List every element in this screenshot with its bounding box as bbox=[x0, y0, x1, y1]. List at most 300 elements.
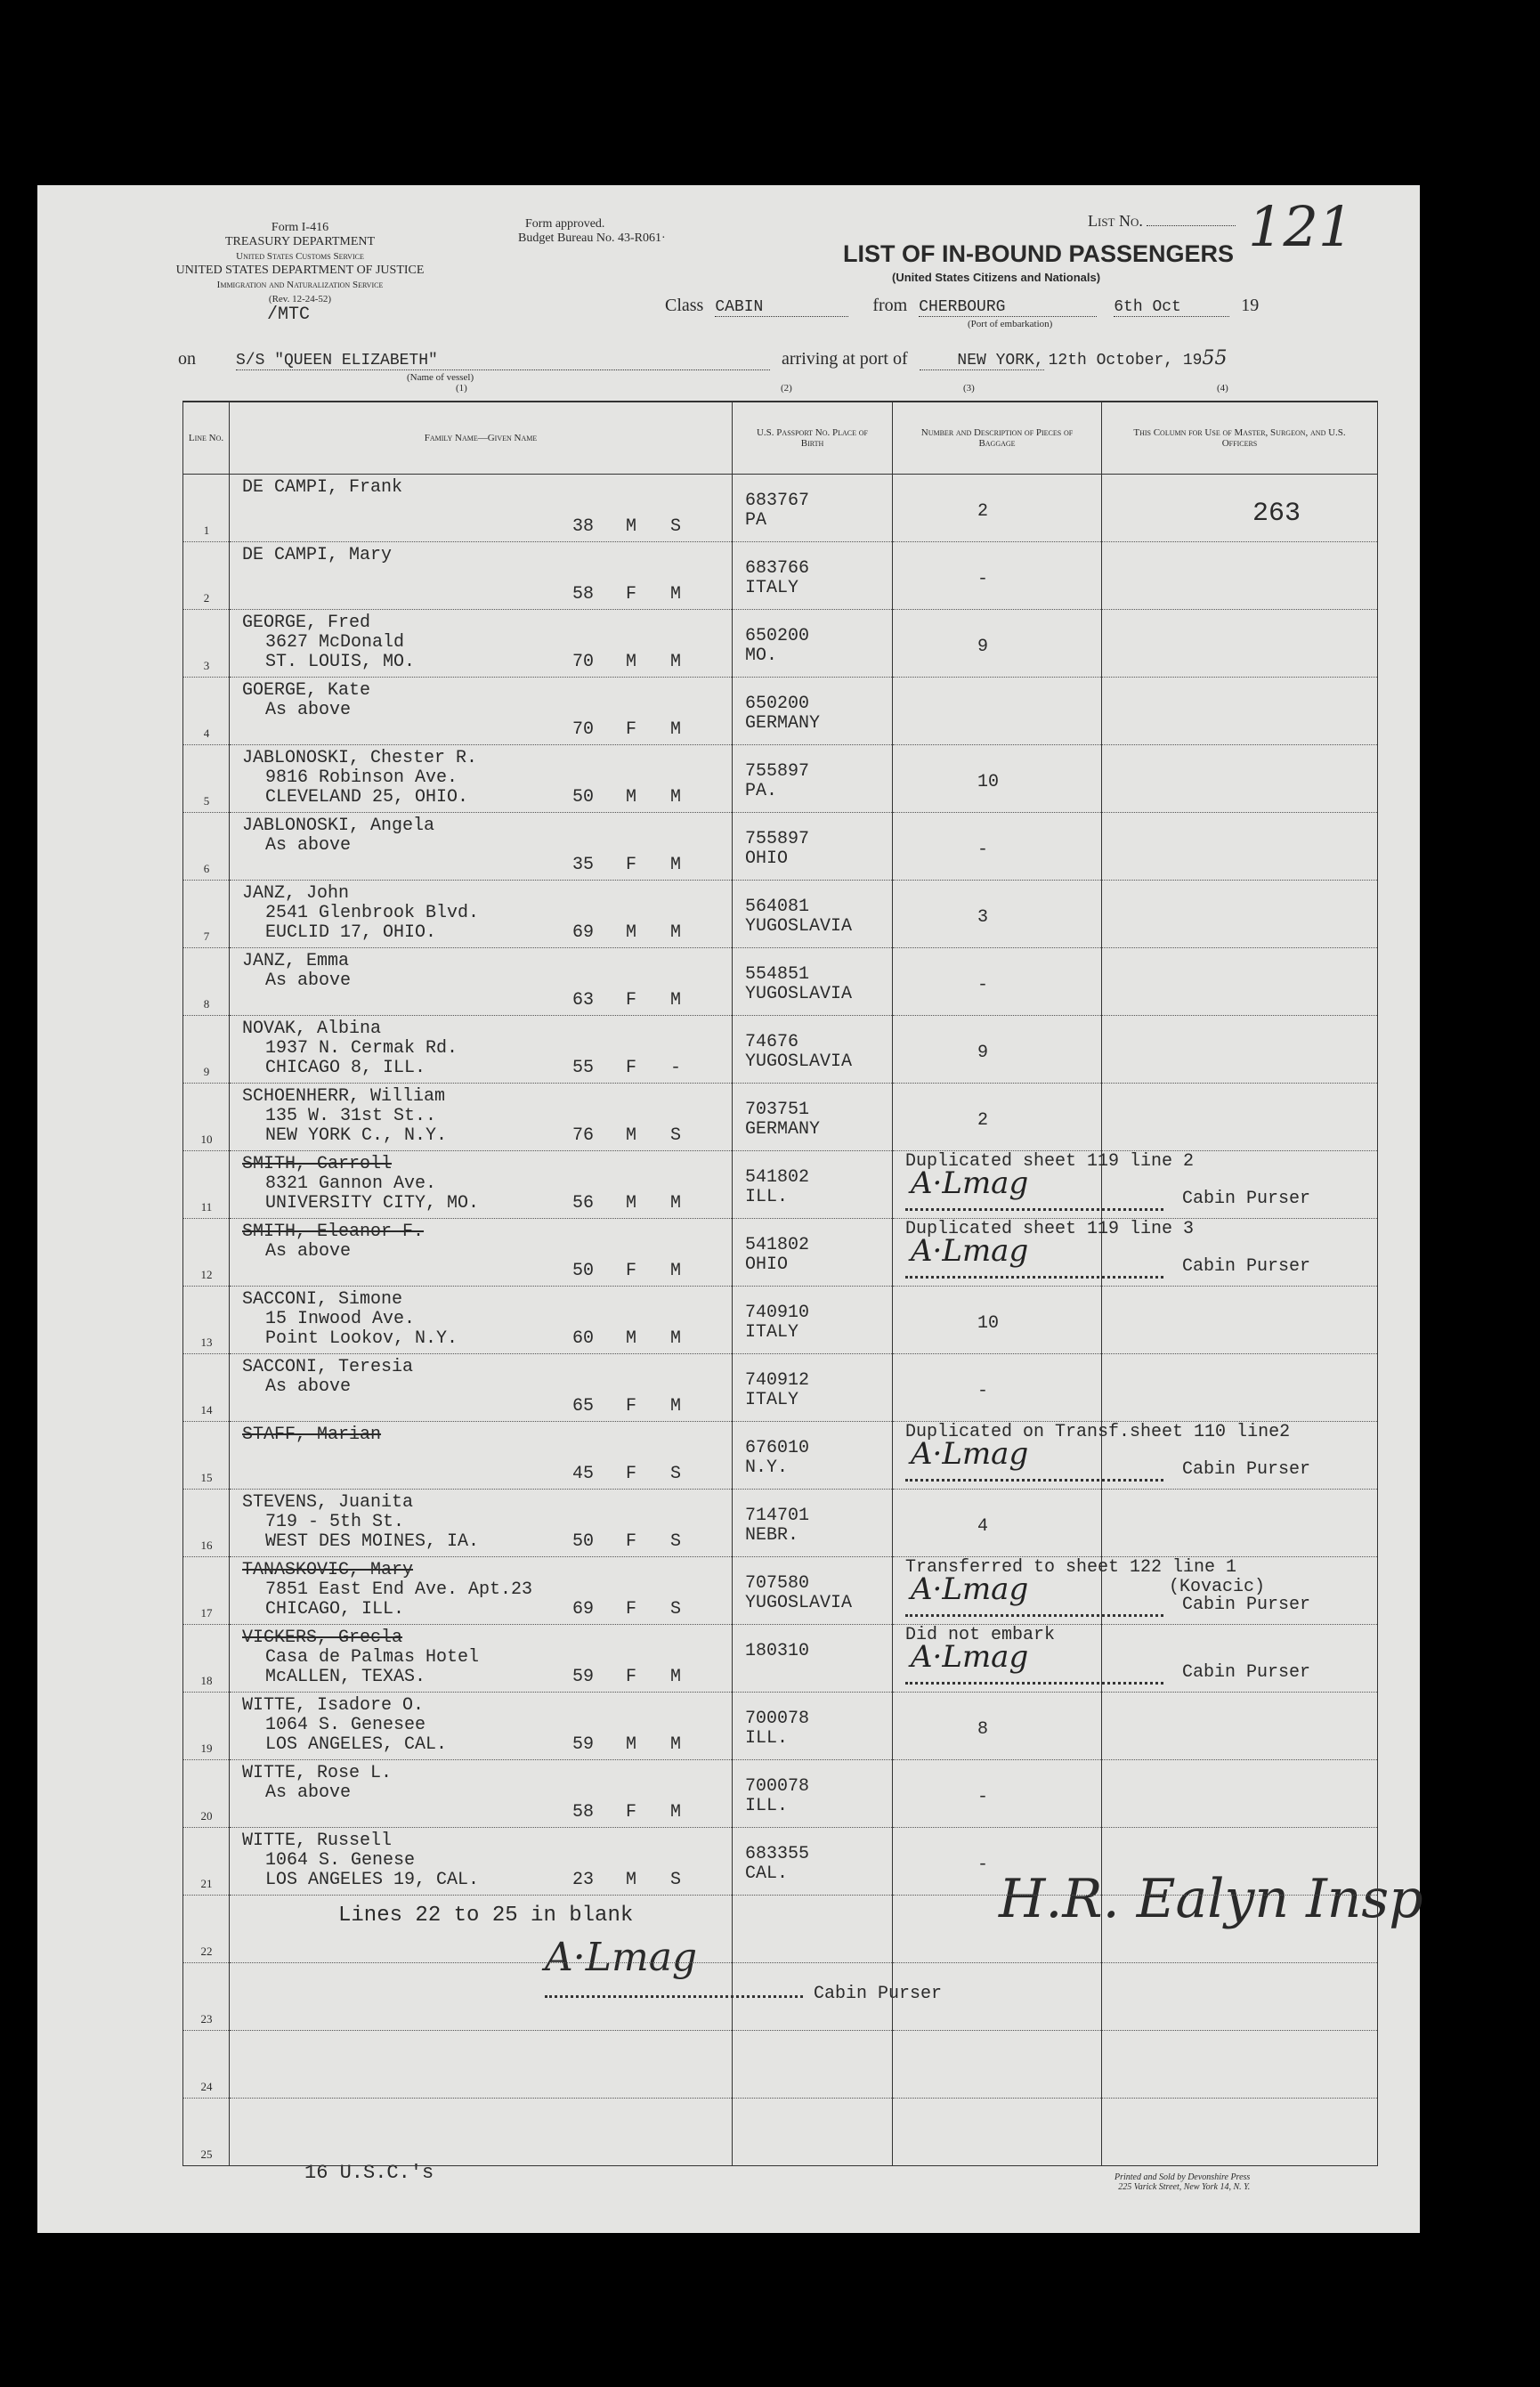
line-number: 21 bbox=[200, 1877, 213, 1890]
line-number-cell bbox=[183, 2099, 230, 2166]
purser-label: Cabin Purser bbox=[1182, 1459, 1311, 1480]
header-name: Family Name—Given Name bbox=[230, 402, 733, 475]
passenger-name: GOERGE, Kate bbox=[242, 680, 371, 701]
table-row bbox=[183, 1287, 1378, 1354]
address-line-2: LOS ANGELES 19, CAL. bbox=[265, 1870, 480, 1890]
baggage-cell bbox=[893, 1287, 1102, 1354]
passport-cell bbox=[733, 881, 893, 948]
year-prefix: 19 bbox=[1241, 296, 1260, 315]
address-line-2: UNIVERSITY CITY, MO. bbox=[265, 1193, 480, 1214]
table-row bbox=[183, 2099, 1378, 2166]
passport-cell bbox=[733, 948, 893, 1016]
address-line-1: 7851 East End Ave. Apt.23 bbox=[265, 1579, 533, 1600]
age: 60 bbox=[572, 1328, 595, 1349]
passport-number: 707580 bbox=[745, 1573, 810, 1594]
officer-cell bbox=[1102, 1016, 1378, 1084]
line-number: 22 bbox=[200, 1945, 213, 1958]
table-row bbox=[183, 1625, 1378, 1693]
table-row bbox=[183, 610, 1378, 678]
passenger-table bbox=[182, 401, 1378, 2166]
baggage-count: - bbox=[977, 840, 989, 860]
port-caption: (Port of embarkation) bbox=[968, 319, 1053, 329]
age: 63 bbox=[572, 990, 595, 1011]
purser-initials: A·Lmag bbox=[911, 1571, 1029, 1607]
officer-cell bbox=[1102, 1963, 1378, 2031]
name-cell bbox=[230, 542, 733, 610]
name-cell bbox=[230, 475, 733, 542]
baggage-count: 9 bbox=[977, 1043, 989, 1063]
address-line-1: As above bbox=[265, 835, 352, 856]
sex: F bbox=[626, 1261, 637, 1281]
customs-service: United States Customs Service bbox=[236, 251, 364, 262]
printer-line-1: Printed and Sold by Devonshire Press bbox=[1114, 2172, 1251, 2182]
age: 59 bbox=[572, 1667, 595, 1687]
name-cell bbox=[230, 1828, 733, 1896]
passport-cell bbox=[733, 745, 893, 813]
table-row bbox=[183, 1963, 1378, 2031]
name-cell bbox=[230, 1625, 733, 1693]
place-of-birth: OHIO bbox=[745, 848, 789, 869]
address-line-1: 135 W. 31st St.. bbox=[265, 1106, 437, 1126]
name-cell bbox=[230, 1693, 733, 1760]
table-row bbox=[183, 813, 1378, 881]
passport-cell bbox=[733, 1490, 893, 1557]
passport-number: 755897 bbox=[745, 761, 810, 782]
list-number-block bbox=[1088, 212, 1236, 231]
line-number: 14 bbox=[200, 1403, 213, 1417]
marital-status: M bbox=[670, 1193, 682, 1214]
passport-number: 541802 bbox=[745, 1235, 810, 1255]
footer-purser-text: Cabin Purser bbox=[814, 1984, 943, 2004]
line-number-cell bbox=[183, 1557, 230, 1625]
line-number-cell bbox=[183, 1354, 230, 1422]
place-of-birth: PA bbox=[745, 510, 767, 531]
justice-department: UNITED STATES DEPARTMENT OF JUSTICE bbox=[175, 264, 425, 277]
marital-status: S bbox=[670, 1125, 682, 1146]
line-number: 4 bbox=[203, 727, 210, 740]
address-line-2: CHICAGO 8, ILL. bbox=[265, 1058, 426, 1078]
place-of-birth: GERMANY bbox=[745, 713, 821, 734]
citizen-count: 16 U.S.C.'s bbox=[304, 2162, 434, 2184]
line-number: 3 bbox=[203, 659, 210, 672]
passport-cell bbox=[733, 1151, 893, 1219]
marital-status: M bbox=[670, 584, 682, 605]
place-of-birth: ILL. bbox=[745, 1187, 789, 1207]
class-label: Class bbox=[665, 296, 704, 315]
officer-cell bbox=[1102, 1287, 1378, 1354]
vessel-name: S/S "QUEEN ELIZABETH" bbox=[236, 352, 770, 370]
line-number-cell bbox=[183, 948, 230, 1016]
line-number-cell bbox=[183, 1896, 230, 1963]
address-line-2: ST. LOUIS, MO. bbox=[265, 652, 416, 672]
place-of-birth: MO. bbox=[745, 645, 778, 666]
officer-cell bbox=[1102, 542, 1378, 610]
passenger-name: NOVAK, Albina bbox=[242, 1019, 382, 1039]
passport-number: 740912 bbox=[745, 1370, 810, 1391]
officer-cell bbox=[1102, 948, 1378, 1016]
baggage-cell bbox=[893, 1693, 1102, 1760]
baggage-cell bbox=[893, 813, 1102, 881]
baggage-count: 8 bbox=[977, 1719, 989, 1740]
header-line-no: Line No. bbox=[183, 402, 230, 475]
marital-status: - bbox=[670, 1058, 682, 1078]
arriving-label: arriving at port of bbox=[782, 349, 908, 369]
class-line bbox=[665, 296, 1259, 317]
name-cell bbox=[230, 881, 733, 948]
column-number-1: (1) bbox=[456, 383, 467, 394]
annotation-note-2: (Kovacic) bbox=[1169, 1577, 1266, 1597]
line-number-cell bbox=[183, 1084, 230, 1151]
address-line-2: NEW YORK C., N.Y. bbox=[265, 1125, 448, 1146]
sex: M bbox=[626, 787, 637, 808]
name-cell bbox=[230, 1557, 733, 1625]
passenger-name: SMITH, Carroll bbox=[242, 1154, 393, 1174]
age: 76 bbox=[572, 1125, 595, 1146]
passport-number: 564081 bbox=[745, 897, 810, 917]
age: 58 bbox=[572, 584, 595, 605]
name-cell bbox=[230, 1760, 733, 1828]
passport-cell bbox=[733, 1963, 893, 2031]
passenger-name: GEORGE, Fred bbox=[242, 613, 371, 633]
passenger-name: DE CAMPI, Frank bbox=[242, 477, 403, 498]
line-number: 1 bbox=[203, 524, 210, 537]
officer-cell bbox=[1102, 1828, 1378, 1896]
address-line-2: CLEVELAND 25, OHIO. bbox=[265, 787, 469, 808]
blank-lines-note: Lines 22 to 25 in blank bbox=[338, 1904, 634, 1928]
passport-cell bbox=[733, 610, 893, 678]
sex: F bbox=[626, 1058, 637, 1078]
passport-cell bbox=[733, 475, 893, 542]
printer-line-2: 225 Varick Street, New York 14, N. Y. bbox=[1118, 2182, 1251, 2192]
name-cell bbox=[230, 1084, 733, 1151]
age: 70 bbox=[572, 719, 595, 740]
passport-cell bbox=[733, 1828, 893, 1896]
sex: F bbox=[626, 1667, 637, 1687]
place-of-birth: CAL. bbox=[745, 1863, 789, 1884]
marital-status: M bbox=[670, 922, 682, 943]
passport-cell bbox=[733, 813, 893, 881]
age: 56 bbox=[572, 1193, 595, 1214]
table-row bbox=[183, 1828, 1378, 1896]
arrival-date: 12th October, 19 bbox=[1048, 352, 1203, 369]
passenger-name: JANZ, John bbox=[242, 883, 350, 904]
age: 65 bbox=[572, 1396, 595, 1417]
baggage-cell bbox=[893, 1896, 1102, 1963]
baggage-count: - bbox=[977, 569, 989, 589]
address-line-1: 9816 Robinson Ave. bbox=[265, 767, 458, 788]
line-number-cell bbox=[183, 610, 230, 678]
passenger-name: JABLONOSKI, Angela bbox=[242, 816, 435, 836]
sex: F bbox=[626, 584, 637, 605]
line-number: 5 bbox=[203, 794, 210, 808]
sex: M bbox=[626, 1870, 637, 1890]
address-line-1: 15 Inwood Ave. bbox=[265, 1309, 416, 1329]
place-of-birth: OHIO bbox=[745, 1254, 789, 1275]
line-number-cell bbox=[183, 678, 230, 745]
baggage-cell bbox=[893, 745, 1102, 813]
purser-initials: A·Lmag bbox=[911, 1639, 1029, 1675]
passport-number: 650200 bbox=[745, 626, 810, 646]
arrival-port: NEW YORK, bbox=[920, 352, 1044, 370]
age: 55 bbox=[572, 1058, 595, 1078]
address-line-1: As above bbox=[265, 1782, 352, 1803]
address-line-1: 719 - 5th St. bbox=[265, 1512, 405, 1532]
officer-cell bbox=[1102, 1084, 1378, 1151]
name-cell bbox=[230, 1490, 733, 1557]
marital-status: M bbox=[670, 855, 682, 875]
passport-number: 700078 bbox=[745, 1709, 810, 1729]
table-row bbox=[183, 475, 1378, 542]
line-number-cell bbox=[183, 2031, 230, 2099]
baggage-cell bbox=[893, 2099, 1102, 2166]
sex: M bbox=[626, 1328, 637, 1349]
age: 69 bbox=[572, 922, 595, 943]
column-number-3: (3) bbox=[963, 383, 975, 394]
address-line-2: LOS ANGELES, CAL. bbox=[265, 1734, 448, 1755]
table-row bbox=[183, 1422, 1378, 1490]
marital-status: M bbox=[670, 787, 682, 808]
marital-status: M bbox=[670, 719, 682, 740]
officer-cell bbox=[1102, 1896, 1378, 1963]
baggage-count: 10 bbox=[977, 1313, 1000, 1334]
table-row bbox=[183, 1760, 1378, 1828]
name-cell bbox=[230, 948, 733, 1016]
address-line-1: As above bbox=[265, 700, 352, 720]
place-of-birth: YUGOSLAVIA bbox=[745, 1051, 853, 1072]
baggage-cell bbox=[893, 948, 1102, 1016]
address-line-1: As above bbox=[265, 1376, 352, 1397]
passport-number: 683355 bbox=[745, 1844, 810, 1864]
address-line-1: 2541 Glenbrook Blvd. bbox=[265, 903, 480, 923]
marital-status: M bbox=[670, 1802, 682, 1823]
address-line-1: 3627 McDonald bbox=[265, 632, 405, 653]
line-number: 8 bbox=[203, 997, 210, 1011]
immigration-service: Immigration and Naturalization Service bbox=[216, 280, 384, 290]
line-number-cell bbox=[183, 1963, 230, 2031]
line-number: 6 bbox=[203, 862, 210, 875]
age: 59 bbox=[572, 1734, 595, 1755]
line-number-cell bbox=[183, 542, 230, 610]
age: 50 bbox=[572, 787, 595, 808]
column-number-4: (4) bbox=[1217, 383, 1228, 394]
sex: M bbox=[626, 516, 637, 537]
officer-number: 263 bbox=[1252, 499, 1301, 529]
line-number: 9 bbox=[203, 1065, 210, 1078]
name-cell bbox=[230, 2031, 733, 2099]
baggage-count: - bbox=[977, 1855, 989, 1875]
place-of-birth: GERMANY bbox=[745, 1119, 821, 1140]
purser-signature: A·Lmag bbox=[545, 1935, 698, 1980]
officer-cell bbox=[1102, 881, 1378, 948]
line-number-cell bbox=[183, 475, 230, 542]
passenger-name: STEVENS, Juanita bbox=[242, 1492, 414, 1513]
sex: M bbox=[626, 1125, 637, 1146]
purser-initials: A·Lmag bbox=[911, 1165, 1029, 1201]
place-of-birth: ILL. bbox=[745, 1728, 789, 1749]
officer-cell bbox=[1102, 1354, 1378, 1422]
place-of-birth: ITALY bbox=[745, 1322, 799, 1343]
line-number: 19 bbox=[200, 1742, 213, 1755]
baggage-cell bbox=[893, 1151, 1195, 1219]
passport-cell bbox=[733, 1896, 893, 1963]
baggage-count: - bbox=[977, 1787, 989, 1807]
line-number-cell bbox=[183, 1287, 230, 1354]
age: 23 bbox=[572, 1870, 595, 1890]
passport-number: 755897 bbox=[745, 829, 810, 849]
purser-initials: A·Lmag bbox=[911, 1233, 1029, 1269]
line-number-cell bbox=[183, 1151, 230, 1219]
sex: M bbox=[626, 1734, 637, 1755]
name-cell bbox=[230, 1016, 733, 1084]
on-label: on bbox=[178, 349, 196, 369]
line-number-cell bbox=[183, 1693, 230, 1760]
baggage-cell bbox=[893, 1963, 1102, 2031]
passport-number: 740910 bbox=[745, 1303, 810, 1323]
passport-cell bbox=[733, 1422, 893, 1490]
passport-number: 541802 bbox=[745, 1167, 810, 1188]
annotation-note: Did not embark bbox=[905, 1625, 1056, 1645]
passenger-name: JANZ, Emma bbox=[242, 951, 350, 971]
table-row bbox=[183, 1693, 1378, 1760]
table-row bbox=[183, 948, 1378, 1016]
age: 50 bbox=[572, 1531, 595, 1552]
baggage-count: - bbox=[977, 1381, 989, 1401]
place-of-birth: YUGOSLAVIA bbox=[745, 916, 853, 937]
passport-cell bbox=[733, 1084, 893, 1151]
line-number: 25 bbox=[200, 2147, 213, 2161]
place-of-birth: NEBR. bbox=[745, 1525, 799, 1546]
table-header-row bbox=[183, 402, 1378, 475]
form-header-left bbox=[171, 221, 429, 306]
baggage-cell bbox=[893, 475, 1102, 542]
officer-cell bbox=[1102, 1490, 1378, 1557]
purser-label: Cabin Purser bbox=[1182, 1662, 1311, 1683]
passenger-name: SACCONI, Simone bbox=[242, 1289, 403, 1310]
header-passport: U.S. Passport No. Place of Birth bbox=[733, 402, 893, 475]
passport-cell bbox=[733, 1219, 893, 1287]
baggage-cell bbox=[893, 542, 1102, 610]
line-number: 23 bbox=[200, 2012, 213, 2026]
baggage-cell bbox=[893, 1354, 1102, 1422]
baggage-cell bbox=[893, 1760, 1102, 1828]
name-cell bbox=[230, 1219, 733, 1287]
annotation-note: Duplicated sheet 119 line 2 bbox=[905, 1151, 1195, 1172]
passport-cell bbox=[733, 1016, 893, 1084]
age: 35 bbox=[572, 855, 595, 875]
officer-cell bbox=[1102, 745, 1378, 813]
line-number: 16 bbox=[200, 1539, 213, 1552]
sex: M bbox=[626, 922, 637, 943]
passenger-name: WITTE, Isadore O. bbox=[242, 1695, 425, 1716]
marital-status: M bbox=[670, 1734, 682, 1755]
place-of-birth: ITALY bbox=[745, 1390, 799, 1410]
annotation-note: Duplicated on Transf.sheet 110 line2 bbox=[905, 1422, 1291, 1442]
officer-cell bbox=[1102, 610, 1378, 678]
line-number: 10 bbox=[200, 1133, 213, 1146]
annotation-note: Transferred to sheet 122 line 1 bbox=[905, 1557, 1237, 1578]
list-no-label: List No. bbox=[1088, 212, 1143, 230]
passenger-name: SCHOENHERR, William bbox=[242, 1086, 446, 1107]
passenger-name: WITTE, Russell bbox=[242, 1831, 393, 1851]
baggage-count: 2 bbox=[977, 501, 989, 522]
baggage-count: 4 bbox=[977, 1516, 989, 1537]
passport-number: 180310 bbox=[745, 1641, 810, 1661]
annotation-note: Duplicated sheet 119 line 3 bbox=[905, 1219, 1195, 1239]
table-row bbox=[183, 542, 1378, 610]
line-number-cell bbox=[183, 745, 230, 813]
address-line-1: Casa de Palmas Hotel bbox=[265, 1647, 480, 1668]
line-number: 2 bbox=[203, 591, 210, 605]
baggage-cell bbox=[893, 678, 1102, 745]
age: 58 bbox=[572, 1802, 595, 1823]
officer-cell bbox=[1102, 1693, 1378, 1760]
passenger-name: WITTE, Rose L. bbox=[242, 1763, 393, 1783]
baggage-cell bbox=[893, 610, 1102, 678]
passport-number: 554851 bbox=[745, 964, 810, 985]
officer-cell bbox=[1102, 813, 1378, 881]
address-line-2: McALLEN, TEXAS. bbox=[265, 1667, 426, 1687]
table-row bbox=[183, 2031, 1378, 2099]
form-approval bbox=[518, 217, 666, 246]
baggage-cell bbox=[893, 1219, 1195, 1287]
line-number-cell bbox=[183, 1219, 230, 1287]
passenger-name: SACCONI, Teresia bbox=[242, 1357, 414, 1377]
line-number: 12 bbox=[200, 1268, 213, 1281]
table-row bbox=[183, 1354, 1378, 1422]
table-row bbox=[183, 678, 1378, 745]
baggage-count: 10 bbox=[977, 772, 1000, 792]
address-line-1: As above bbox=[265, 970, 352, 991]
list-number-handwritten: 121 bbox=[1248, 194, 1354, 259]
form-number: Form I-416 bbox=[271, 221, 329, 234]
address-line-1: 1937 N. Cermak Rd. bbox=[265, 1038, 458, 1059]
table-row bbox=[183, 1557, 1378, 1625]
passport-number: 683766 bbox=[745, 558, 810, 579]
passport-cell bbox=[733, 1287, 893, 1354]
table-row bbox=[183, 1896, 1378, 1963]
passport-cell bbox=[733, 1693, 893, 1760]
name-cell bbox=[230, 1354, 733, 1422]
place-of-birth: ITALY bbox=[745, 578, 799, 598]
line-number: 15 bbox=[200, 1471, 213, 1484]
name-cell bbox=[230, 1896, 733, 1963]
officer-cell bbox=[1102, 678, 1378, 745]
address-line-2: WEST DES MOINES, IA. bbox=[265, 1531, 480, 1552]
address-line-2: Point Lookov, N.Y. bbox=[265, 1328, 458, 1349]
arrival-year: 55 bbox=[1202, 347, 1228, 369]
line-number-cell bbox=[183, 1828, 230, 1896]
age: 69 bbox=[572, 1599, 595, 1620]
name-cell bbox=[230, 1422, 733, 1490]
address-line-2: EUCLID 17, OHIO. bbox=[265, 922, 437, 943]
line-number-cell bbox=[183, 1016, 230, 1084]
baggage-cell bbox=[893, 1828, 1102, 1896]
purser-label: Cabin Purser bbox=[1182, 1595, 1311, 1615]
baggage-count: 3 bbox=[977, 907, 989, 928]
passenger-name: SMITH, Eleanor F. bbox=[242, 1222, 425, 1242]
passport-cell bbox=[733, 2031, 893, 2099]
line-number-cell bbox=[183, 1490, 230, 1557]
sex: F bbox=[626, 1599, 637, 1620]
place-of-birth: ILL. bbox=[745, 1796, 789, 1816]
form-approved-text: Form approved. bbox=[525, 217, 605, 231]
line-number-cell bbox=[183, 1760, 230, 1828]
line-number-cell bbox=[183, 881, 230, 948]
address-line-1: 8321 Gannon Ave. bbox=[265, 1173, 437, 1194]
passenger-name: DE CAMPI, Mary bbox=[242, 545, 393, 565]
baggage-cell bbox=[893, 1490, 1102, 1557]
sex: M bbox=[626, 1193, 637, 1214]
